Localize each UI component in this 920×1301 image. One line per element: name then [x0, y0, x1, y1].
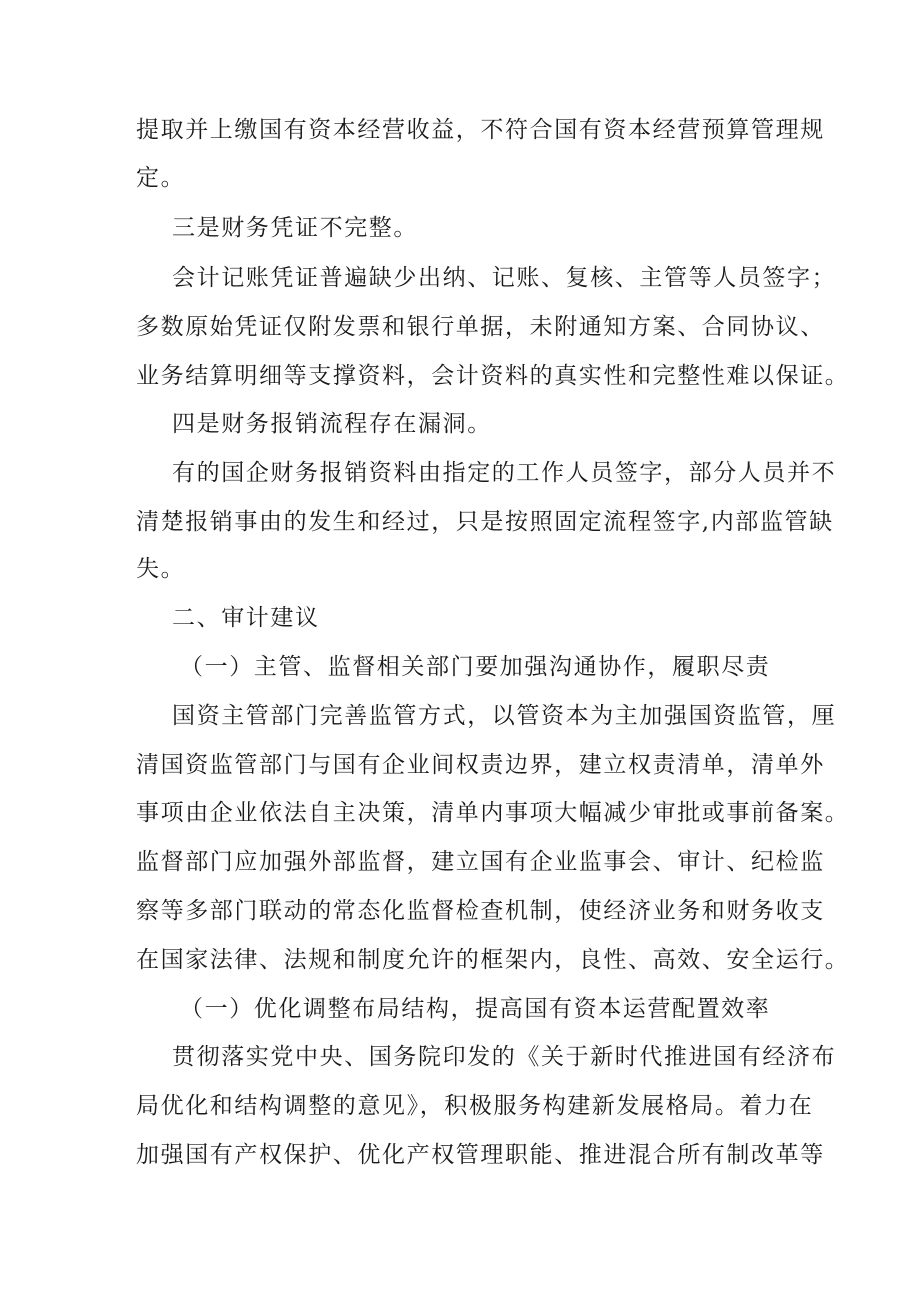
text-line: 定。	[136, 165, 186, 191]
text-line: 清国资监管部门与国有企业间权责边界，建立权责清单，清单外	[136, 752, 825, 778]
text-line: 事项由企业依法自主决策，清单内事项大幅减少审批或事前备案。	[136, 800, 850, 826]
text-line: 贯彻落实党中央、国务院印发的《关于新时代推进国有经济布	[172, 1044, 837, 1070]
text-line: 失。	[136, 556, 186, 582]
text-line: 国资主管部门完善监管方式，以管资本为主加强国资监管，厘	[172, 703, 837, 729]
section-heading: 二、审计建议	[172, 605, 320, 631]
text-line: 会计记账凭证普遍缺少出纳、记账、复核、主管等人员签字；	[172, 265, 837, 291]
subsection-heading: （一）优化调整布局结构，提高国有资本运营配置效率	[180, 996, 771, 1022]
text-line: 业务结算明细等支撑资料，会计资料的真实性和完整性难以保证。	[136, 363, 850, 389]
text-line: 在国家法律、法规和制度允许的框架内，良性、高效、安全运行。	[136, 947, 850, 973]
text-line: 清楚报销事由的发生和经过，只是按照固定流程签字,内部监管缺	[136, 509, 834, 535]
text-line: 四是财务报销流程存在漏洞。	[172, 411, 492, 437]
text-line: 监督部门应加强外部监督，建立国有企业监事会、审计、纪检监	[136, 849, 825, 875]
text-line: 多数原始凭证仅附发票和银行单据，未附通知方案、合同协议、	[136, 314, 825, 340]
text-line: 局优化和结构调整的意见》，积极服务构建新发展格局。着力在	[136, 1093, 814, 1119]
text-line: 加强国有产权保护、优化产权管理职能、推进混合所有制改革等	[136, 1142, 825, 1168]
subsection-heading: （一）主管、监督相关部门要加强沟通协作，履职尽责	[180, 654, 771, 680]
text-line: 提取并上缴国有资本经营收益，不符合国有资本经营预算管理规	[136, 117, 825, 143]
text-line: 三是财务凭证不完整。	[172, 215, 418, 241]
text-line: 有的国企财务报销资料由指定的工作人员签字，部分人员并不	[172, 460, 837, 486]
text-line: 察等多部门联动的常态化监督检查机制，使经济业务和财务收支	[136, 898, 825, 924]
